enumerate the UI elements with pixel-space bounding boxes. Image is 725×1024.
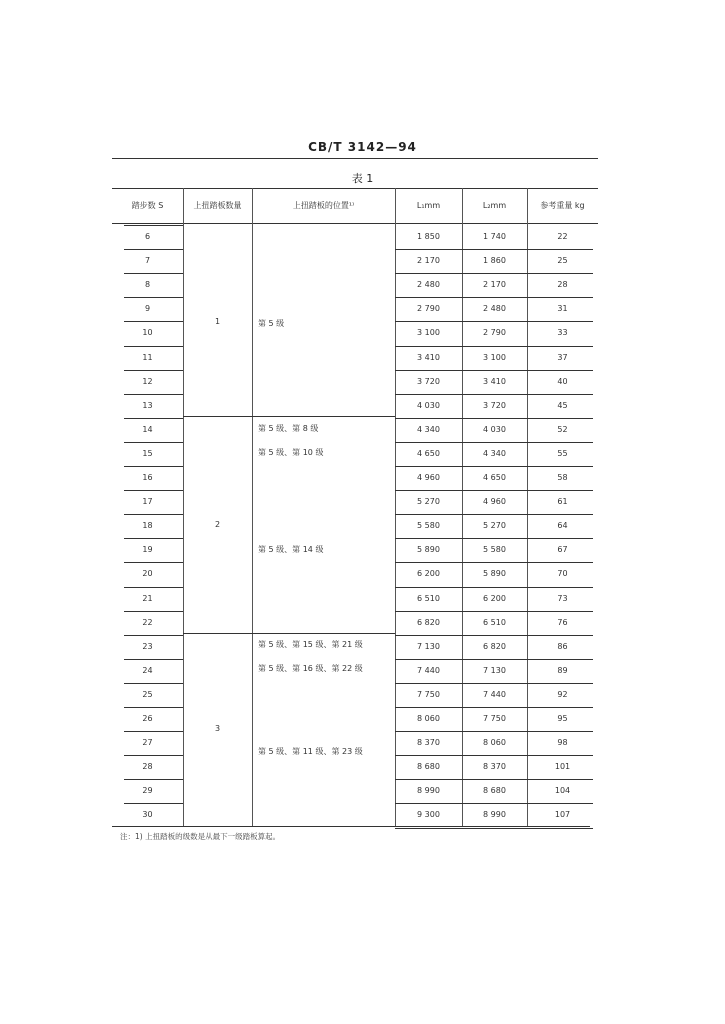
- weight-cell: 28: [557, 280, 568, 289]
- row-separator: [124, 394, 183, 395]
- group-position: 第 5 级、第 11 级、第 23 级: [258, 747, 363, 756]
- steps-cell: 26: [142, 714, 153, 723]
- weight-cell: 104: [554, 786, 571, 795]
- weight-cell: 33: [557, 328, 568, 337]
- group-count: 1: [214, 317, 221, 326]
- steps-cell: 8: [144, 280, 151, 289]
- l2-cell: 6 820: [483, 642, 506, 651]
- weight-cell: 25: [557, 256, 568, 265]
- row-separator: [395, 297, 593, 298]
- l2-cell: 8 370: [483, 762, 506, 771]
- group-position: 第 5 级、第 10 级: [258, 448, 324, 457]
- row-separator: [395, 370, 593, 371]
- l1-cell: 5 270: [417, 497, 440, 506]
- column-header-l2: L₂mm: [482, 201, 507, 210]
- l1-cell: 3 720: [417, 377, 440, 386]
- row-separator: [124, 442, 183, 443]
- row-separator: [124, 707, 183, 708]
- steps-cell: 24: [142, 666, 153, 675]
- weight-cell: 101: [554, 762, 571, 771]
- weight-cell: 89: [557, 666, 568, 675]
- table-bottom-rule: [112, 826, 590, 827]
- l2-cell: 8 680: [483, 786, 506, 795]
- l2-cell: 4 960: [483, 497, 506, 506]
- row-separator: [124, 514, 183, 515]
- l1-cell: 6 200: [417, 569, 440, 578]
- row-separator: [395, 273, 593, 274]
- row-separator: [124, 466, 183, 467]
- steps-cell: 17: [142, 497, 153, 506]
- row-separator: [124, 562, 183, 563]
- row-separator: [395, 490, 593, 491]
- row-separator: [395, 683, 593, 684]
- row-separator: [124, 538, 183, 539]
- table-caption: 表 1: [351, 172, 374, 185]
- l2-cell: 6 200: [483, 594, 506, 603]
- l1-cell: 4 650: [417, 449, 440, 458]
- l1-cell: 9 300: [417, 810, 440, 819]
- row-separator: [124, 370, 183, 371]
- row-separator: [124, 273, 183, 274]
- row-separator: [395, 828, 593, 829]
- l2-cell: 4 340: [483, 449, 506, 458]
- l1-cell: 7 440: [417, 666, 440, 675]
- row-separator: [395, 635, 593, 636]
- row-separator: [124, 683, 183, 684]
- group-count: 2: [214, 520, 221, 529]
- row-separator: [124, 297, 183, 298]
- l2-cell: 2 790: [483, 328, 506, 337]
- l2-cell: 7 440: [483, 690, 506, 699]
- row-separator: [124, 779, 183, 780]
- steps-cell: 12: [142, 377, 153, 386]
- l1-cell: 3 410: [417, 353, 440, 362]
- group-count: 3: [214, 724, 221, 733]
- steps-cell: 18: [142, 521, 153, 530]
- steps-cell: 25: [142, 690, 153, 699]
- weight-cell: 45: [557, 401, 568, 410]
- l2-cell: 3 410: [483, 377, 506, 386]
- row-separator: [124, 731, 183, 732]
- steps-cell: 15: [142, 449, 153, 458]
- l2-cell: 8 990: [483, 810, 506, 819]
- group-position: 第 5 级、第 8 级: [258, 424, 319, 433]
- row-separator: [124, 635, 183, 636]
- l2-cell: 5 270: [483, 521, 506, 530]
- l2-cell: 7 130: [483, 666, 506, 675]
- row-separator: [124, 321, 183, 322]
- row-separator: [124, 225, 183, 226]
- l2-cell: 1 740: [483, 232, 506, 241]
- steps-cell: 21: [142, 594, 153, 603]
- weight-cell: 70: [557, 569, 568, 578]
- weight-cell: 52: [557, 425, 568, 434]
- column-header-weight: 参考重量 kg: [540, 201, 585, 210]
- steps-cell: 13: [142, 401, 153, 410]
- column-header-l1: L₁mm: [416, 201, 441, 210]
- l1-cell: 7 750: [417, 690, 440, 699]
- l1-cell: 5 580: [417, 521, 440, 530]
- row-separator: [395, 394, 593, 395]
- l1-cell: 4 960: [417, 473, 440, 482]
- weight-cell: 76: [557, 618, 568, 627]
- l2-cell: 8 060: [483, 738, 506, 747]
- row-separator: [124, 803, 183, 804]
- steps-cell: 19: [142, 545, 153, 554]
- l2-cell: 5 580: [483, 545, 506, 554]
- steps-cell: 30: [142, 810, 153, 819]
- l1-cell: 2 480: [417, 280, 440, 289]
- row-separator: [395, 731, 593, 732]
- weight-cell: 86: [557, 642, 568, 651]
- table-top-rule: [112, 188, 598, 189]
- weight-cell: 31: [557, 304, 568, 313]
- row-separator: [395, 587, 593, 588]
- l2-cell: 3 720: [483, 401, 506, 410]
- l2-cell: 1 860: [483, 256, 506, 265]
- row-separator: [124, 611, 183, 612]
- l1-cell: 6 820: [417, 618, 440, 627]
- row-separator: [124, 249, 183, 250]
- l2-cell: 4 650: [483, 473, 506, 482]
- weight-cell: 55: [557, 449, 568, 458]
- row-separator: [395, 538, 593, 539]
- steps-cell: 7: [144, 256, 151, 265]
- row-separator: [395, 803, 593, 804]
- l1-cell: 5 890: [417, 545, 440, 554]
- row-separator: [395, 755, 593, 756]
- table-header-rule: [112, 223, 598, 224]
- weight-cell: 37: [557, 353, 568, 362]
- row-separator: [395, 321, 593, 322]
- group-position: 第 5 级、第 16 级、第 22 级: [258, 664, 363, 673]
- l1-cell: 1 850: [417, 232, 440, 241]
- l1-cell: 7 130: [417, 642, 440, 651]
- l1-cell: 8 680: [417, 762, 440, 771]
- l2-cell: 6 510: [483, 618, 506, 627]
- steps-cell: 22: [142, 618, 153, 627]
- row-separator: [395, 466, 593, 467]
- l2-cell: 2 170: [483, 280, 506, 289]
- row-separator: [395, 418, 593, 419]
- l1-cell: 3 100: [417, 328, 440, 337]
- steps-cell: 10: [142, 328, 153, 337]
- steps-cell: 14: [142, 425, 153, 434]
- l2-cell: 4 030: [483, 425, 506, 434]
- row-separator: [395, 346, 593, 347]
- row-separator: [395, 659, 593, 660]
- row-separator: [124, 755, 183, 756]
- row-separator: [124, 659, 183, 660]
- row-separator: [395, 707, 593, 708]
- weight-cell: 107: [554, 810, 571, 819]
- l1-cell: 8 060: [417, 714, 440, 723]
- steps-cell: 6: [144, 232, 151, 241]
- row-separator: [395, 611, 593, 612]
- l2-cell: 2 480: [483, 304, 506, 313]
- row-separator: [124, 490, 183, 491]
- weight-cell: 98: [557, 738, 568, 747]
- l1-cell: 6 510: [417, 594, 440, 603]
- group-divider: [183, 633, 395, 634]
- row-separator: [395, 249, 593, 250]
- group-divider: [183, 416, 395, 417]
- group-position: 第 5 级、第 14 级: [258, 545, 324, 554]
- column-header-twist-count: 上扭踏板数量: [193, 201, 242, 210]
- table-footnote: 注：1) 上扭踏板的级数是从最下一级踏板算起。: [120, 832, 281, 841]
- l1-cell: 2 170: [417, 256, 440, 265]
- weight-cell: 40: [557, 377, 568, 386]
- weight-cell: 64: [557, 521, 568, 530]
- group-position: 第 5 级、第 15 级、第 21 级: [258, 640, 363, 649]
- steps-cell: 9: [144, 304, 151, 313]
- group-position: 第 5 级: [258, 319, 285, 328]
- row-separator: [395, 779, 593, 780]
- row-separator: [124, 346, 183, 347]
- steps-cell: 28: [142, 762, 153, 771]
- header-rule: [112, 158, 598, 159]
- l1-cell: 8 990: [417, 786, 440, 795]
- steps-cell: 11: [142, 353, 153, 362]
- weight-cell: 95: [557, 714, 568, 723]
- steps-cell: 27: [142, 738, 153, 747]
- weight-cell: 73: [557, 594, 568, 603]
- row-separator: [395, 562, 593, 563]
- row-separator: [124, 418, 183, 419]
- l2-cell: 5 890: [483, 569, 506, 578]
- l2-cell: 7 750: [483, 714, 506, 723]
- l1-cell: 8 370: [417, 738, 440, 747]
- weight-cell: 92: [557, 690, 568, 699]
- row-separator: [124, 587, 183, 588]
- standard-code: CB/T 3142—94: [308, 140, 417, 154]
- l1-cell: 2 790: [417, 304, 440, 313]
- steps-cell: 23: [142, 642, 153, 651]
- l1-cell: 4 030: [417, 401, 440, 410]
- column-header-twist-position: 上扭踏板的位置¹⁾: [292, 201, 355, 210]
- weight-cell: 58: [557, 473, 568, 482]
- l2-cell: 3 100: [483, 353, 506, 362]
- weight-cell: 67: [557, 545, 568, 554]
- column-divider: [252, 188, 253, 826]
- steps-cell: 16: [142, 473, 153, 482]
- steps-cell: 20: [142, 569, 153, 578]
- row-separator: [395, 442, 593, 443]
- steps-cell: 29: [142, 786, 153, 795]
- row-separator: [395, 514, 593, 515]
- column-header-steps: 踏步数 S: [131, 201, 164, 210]
- l1-cell: 4 340: [417, 425, 440, 434]
- weight-cell: 22: [557, 232, 568, 241]
- weight-cell: 61: [557, 497, 568, 506]
